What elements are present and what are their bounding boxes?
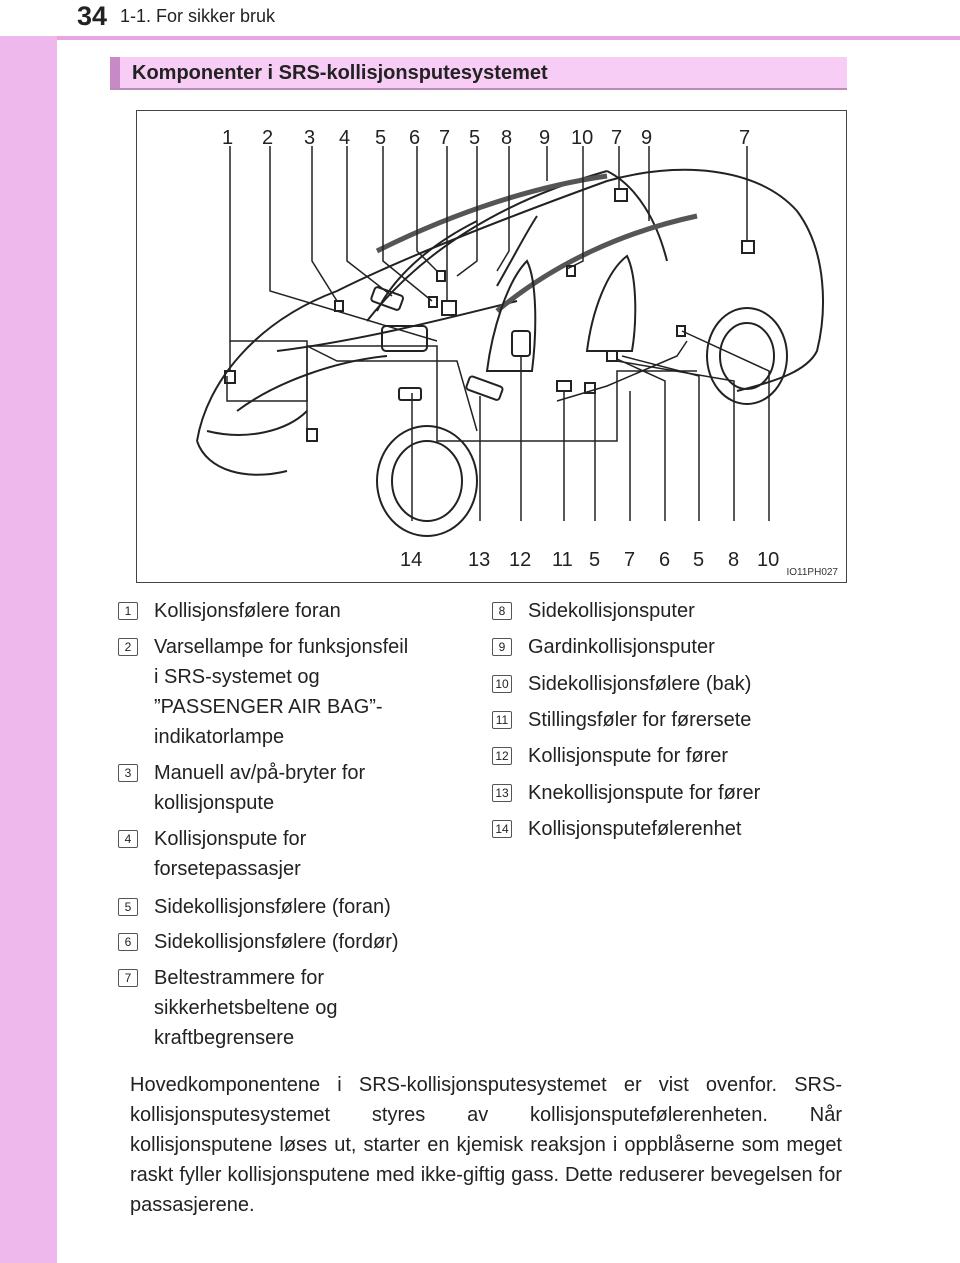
legend-number: 3 (118, 764, 138, 782)
callout-top-12: 7 (611, 127, 623, 149)
car-illustration (137, 111, 846, 582)
legend-number: 7 (118, 969, 138, 987)
page-number: 34 (0, 0, 110, 36)
legend-number: 12 (492, 747, 512, 765)
legend-item (118, 596, 458, 626)
legend-item (492, 814, 832, 844)
legend-text: Sidekollisjonsfølere (foran) (154, 896, 391, 918)
callout-top-1: 1 (222, 127, 234, 149)
legend-text: Beltestrammere for sikkerhetsbeltene og kraftbegrensere (154, 967, 338, 1049)
legend-number: 2 (118, 638, 138, 656)
page-side-tab (0, 0, 57, 1263)
legend-text: Kollisjonsfølere foran (154, 600, 341, 622)
legend-item (118, 892, 458, 922)
header-rule (57, 36, 960, 40)
legend-item (118, 758, 458, 818)
legend-text: Kollisjonsputefølerenhet (528, 818, 742, 840)
callout-top-10: 9 (539, 127, 551, 149)
legend-item (492, 596, 832, 626)
legend-number: 14 (492, 820, 512, 838)
callout-bottom-4: 11 (552, 549, 573, 571)
legend-number: 11 (492, 711, 512, 729)
legend-text: Varsellampe for funksjonsfeil i SRS-systemet og ”PASSENGER AIR BAG”- indikatorlampe (154, 636, 409, 748)
callout-top-11: 10 (571, 127, 594, 149)
legend-text: Sidekollisjonsputer (528, 600, 695, 622)
legend-item (492, 741, 832, 771)
legend-item (118, 632, 458, 752)
legend-item (118, 963, 458, 1053)
legend-text: Stillingsføler for førersete (528, 709, 752, 731)
legend-number: 8 (492, 602, 512, 620)
bottom-callouts (400, 549, 779, 571)
figure-id: IO11PH027 (786, 567, 838, 578)
callout-top-6: 6 (409, 127, 421, 149)
section-heading (110, 57, 847, 90)
legend-number: 10 (492, 675, 512, 693)
legend-number: 4 (118, 830, 138, 848)
callout-top-8: 5 (469, 127, 481, 149)
callout-bottom-5: 5 (589, 549, 601, 571)
top-callouts (222, 127, 750, 149)
callout-bottom-7: 6 (659, 549, 671, 571)
legend-text: Sidekollisjonsfølere (bak) (528, 673, 752, 695)
callout-top-14: 7 (739, 127, 751, 149)
callout-top-5: 5 (375, 127, 387, 149)
callout-top-7: 7 (439, 127, 451, 149)
legend-text: Knekollisjonspute for fører (528, 782, 761, 804)
callout-bottom-2: 13 (468, 549, 491, 571)
section-title: Komponenter i SRS-kollisjonsputesystemet (132, 62, 548, 84)
callout-top-4: 4 (339, 127, 351, 149)
legend-item (492, 705, 832, 735)
legend-number: 6 (118, 933, 138, 951)
legend-item (118, 927, 458, 957)
legend-text: Kollisjonspute for forsetepassasjer (154, 828, 307, 880)
legend-item (492, 669, 832, 699)
legend-number: 5 (118, 898, 138, 916)
section-heading-accent (110, 57, 120, 88)
callout-bottom-3: 12 (509, 549, 532, 571)
legend-number: 9 (492, 638, 512, 656)
callout-top-13: 9 (641, 127, 653, 149)
legend-text: Kollisjonspute for fører (528, 745, 729, 767)
callout-bottom-6: 7 (624, 549, 636, 571)
legend-number: 1 (118, 602, 138, 620)
legend-text: Manuell av/på-bryter for kollisjonspute (154, 762, 366, 814)
callout-top-2: 2 (262, 127, 274, 149)
callout-bottom-8: 5 (693, 549, 705, 571)
breadcrumb: 1-1. For sikker bruk (120, 6, 276, 26)
callout-bottom-1: 14 (400, 549, 423, 571)
callout-bottom-10: 10 (757, 549, 780, 571)
callout-top-9: 8 (501, 127, 513, 149)
legend-number: 13 (492, 784, 512, 802)
legend-item (492, 632, 832, 662)
legend-item (118, 824, 458, 884)
body-paragraph: Hovedkomponentene i SRS-kollisjonsputesystemet er vist ovenfor. SRS-kollisjonsputesystemet styres av kollisjonsputefølerenheten. Når kollisjonsputene løses ut, starter en kjemisk reaksjon i oppblåserne som meget raskt fyller kollisjonsputene med ikke-giftig gass. Dette reduserer bevegelsen for passasjerene. (130, 1074, 842, 1216)
legend-item (492, 778, 832, 808)
legend-text: Sidekollisjonsfølere (fordør) (154, 931, 399, 953)
callout-top-3: 3 (304, 127, 316, 149)
legend-text: Gardinkollisjonsputer (528, 636, 715, 658)
airbag-diagram (136, 110, 847, 583)
callout-bottom-9: 8 (728, 549, 740, 571)
